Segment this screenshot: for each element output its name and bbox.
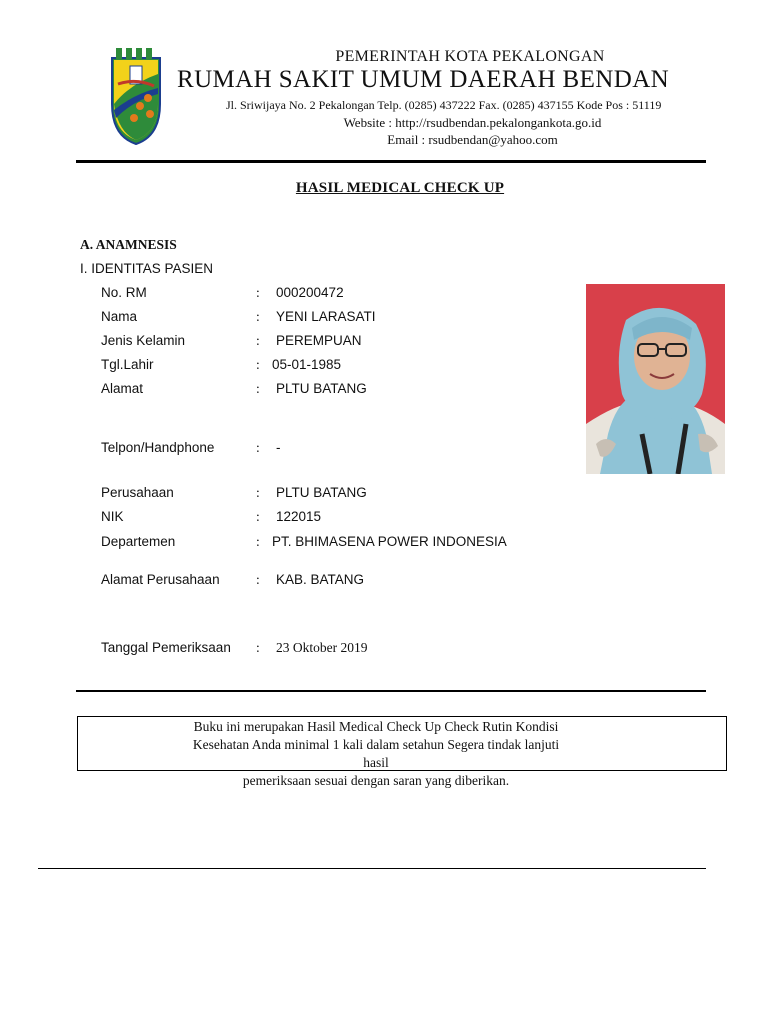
field-label: Alamat Perusahaan [101, 572, 220, 587]
field-label: Tanggal Pemeriksaan [101, 640, 231, 655]
footer-divider [38, 868, 706, 869]
section-divider [76, 690, 706, 692]
hospital-address: Jl. Sriwijaya No. 2 Pekalongan Telp. (0285) 437222 Fax. (0285) 437155 Kode Pos : 51119 [226, 98, 662, 112]
field-label: Departemen [101, 534, 176, 549]
field-colon: : [256, 357, 260, 372]
field-colon: : [256, 485, 260, 500]
field-value: PT. BHIMASENA POWER INDONESIA [272, 534, 507, 549]
field-value: - [276, 440, 281, 455]
field-label: No. RM [101, 285, 147, 300]
hospital-email: Email : rsudbendan@yahoo.com [387, 132, 558, 147]
field-value: 000200472 [276, 285, 344, 300]
field-value: PLTU BATANG [276, 381, 367, 396]
field-label: Nama [101, 309, 138, 324]
field-row-nik [0, 509, 768, 529]
hospital-name: RUMAH SAKIT UMUM DAERAH BENDAN [177, 66, 670, 93]
patient-photo [586, 284, 725, 474]
field-colon: : [256, 509, 260, 524]
notice-line: Kesehatan Anda minimal 1 kali dalam setahun Segera tindak lanjuti hasil [192, 737, 560, 770]
field-colon: : [256, 333, 260, 348]
notice-text [186, 718, 566, 790]
section-heading-identity: I. IDENTITAS PASIEN [80, 261, 214, 276]
field-label: Tgl.Lahir [101, 357, 154, 372]
field-value: PLTU BATANG [276, 485, 367, 500]
field-colon: : [256, 381, 260, 396]
field-value: KAB. BATANG [276, 572, 365, 587]
field-colon: : [256, 572, 260, 587]
notice-box [77, 716, 727, 788]
field-value: YENI LARASATI [276, 309, 376, 324]
government-name: PEMERINTAH KOTA PEKALONGAN [335, 48, 605, 65]
field-label: Alamat [101, 381, 144, 396]
field-label: Jenis Kelamin [101, 333, 186, 348]
field-label: Perusahaan [101, 485, 174, 500]
field-value: PEREMPUAN [276, 333, 362, 348]
field-value: 05-01-1985 [272, 357, 342, 372]
field-colon: : [256, 640, 260, 655]
field-row-company-address [0, 572, 768, 592]
field-row-department [0, 534, 768, 554]
field-row-exam-date [0, 640, 768, 660]
field-colon: : [256, 534, 260, 549]
section-heading-anamnesis: A. ANAMNESIS [80, 237, 177, 252]
notice-line: Buku ini merupakan Hasil Medical Check Up Check Rutin Kondisi [193, 719, 559, 734]
notice-line: pemeriksaan sesuai dengan saran yang diberikan. [242, 773, 510, 788]
field-value: 122015 [276, 509, 322, 524]
city-crest-icon [110, 44, 162, 146]
hospital-website: Website : http://rsudbendan.pekalongankota.go.id [343, 115, 602, 130]
field-label: NIK [101, 509, 124, 524]
field-colon: : [256, 309, 260, 324]
header-divider [76, 160, 706, 163]
field-row-company [0, 485, 768, 505]
field-colon: : [256, 440, 260, 455]
field-label: Telpon/Handphone [101, 440, 215, 455]
field-value: 23 Oktober 2019 [276, 640, 368, 655]
field-colon: : [256, 285, 260, 300]
document-title: HASIL MEDICAL CHECK UP [295, 180, 505, 196]
